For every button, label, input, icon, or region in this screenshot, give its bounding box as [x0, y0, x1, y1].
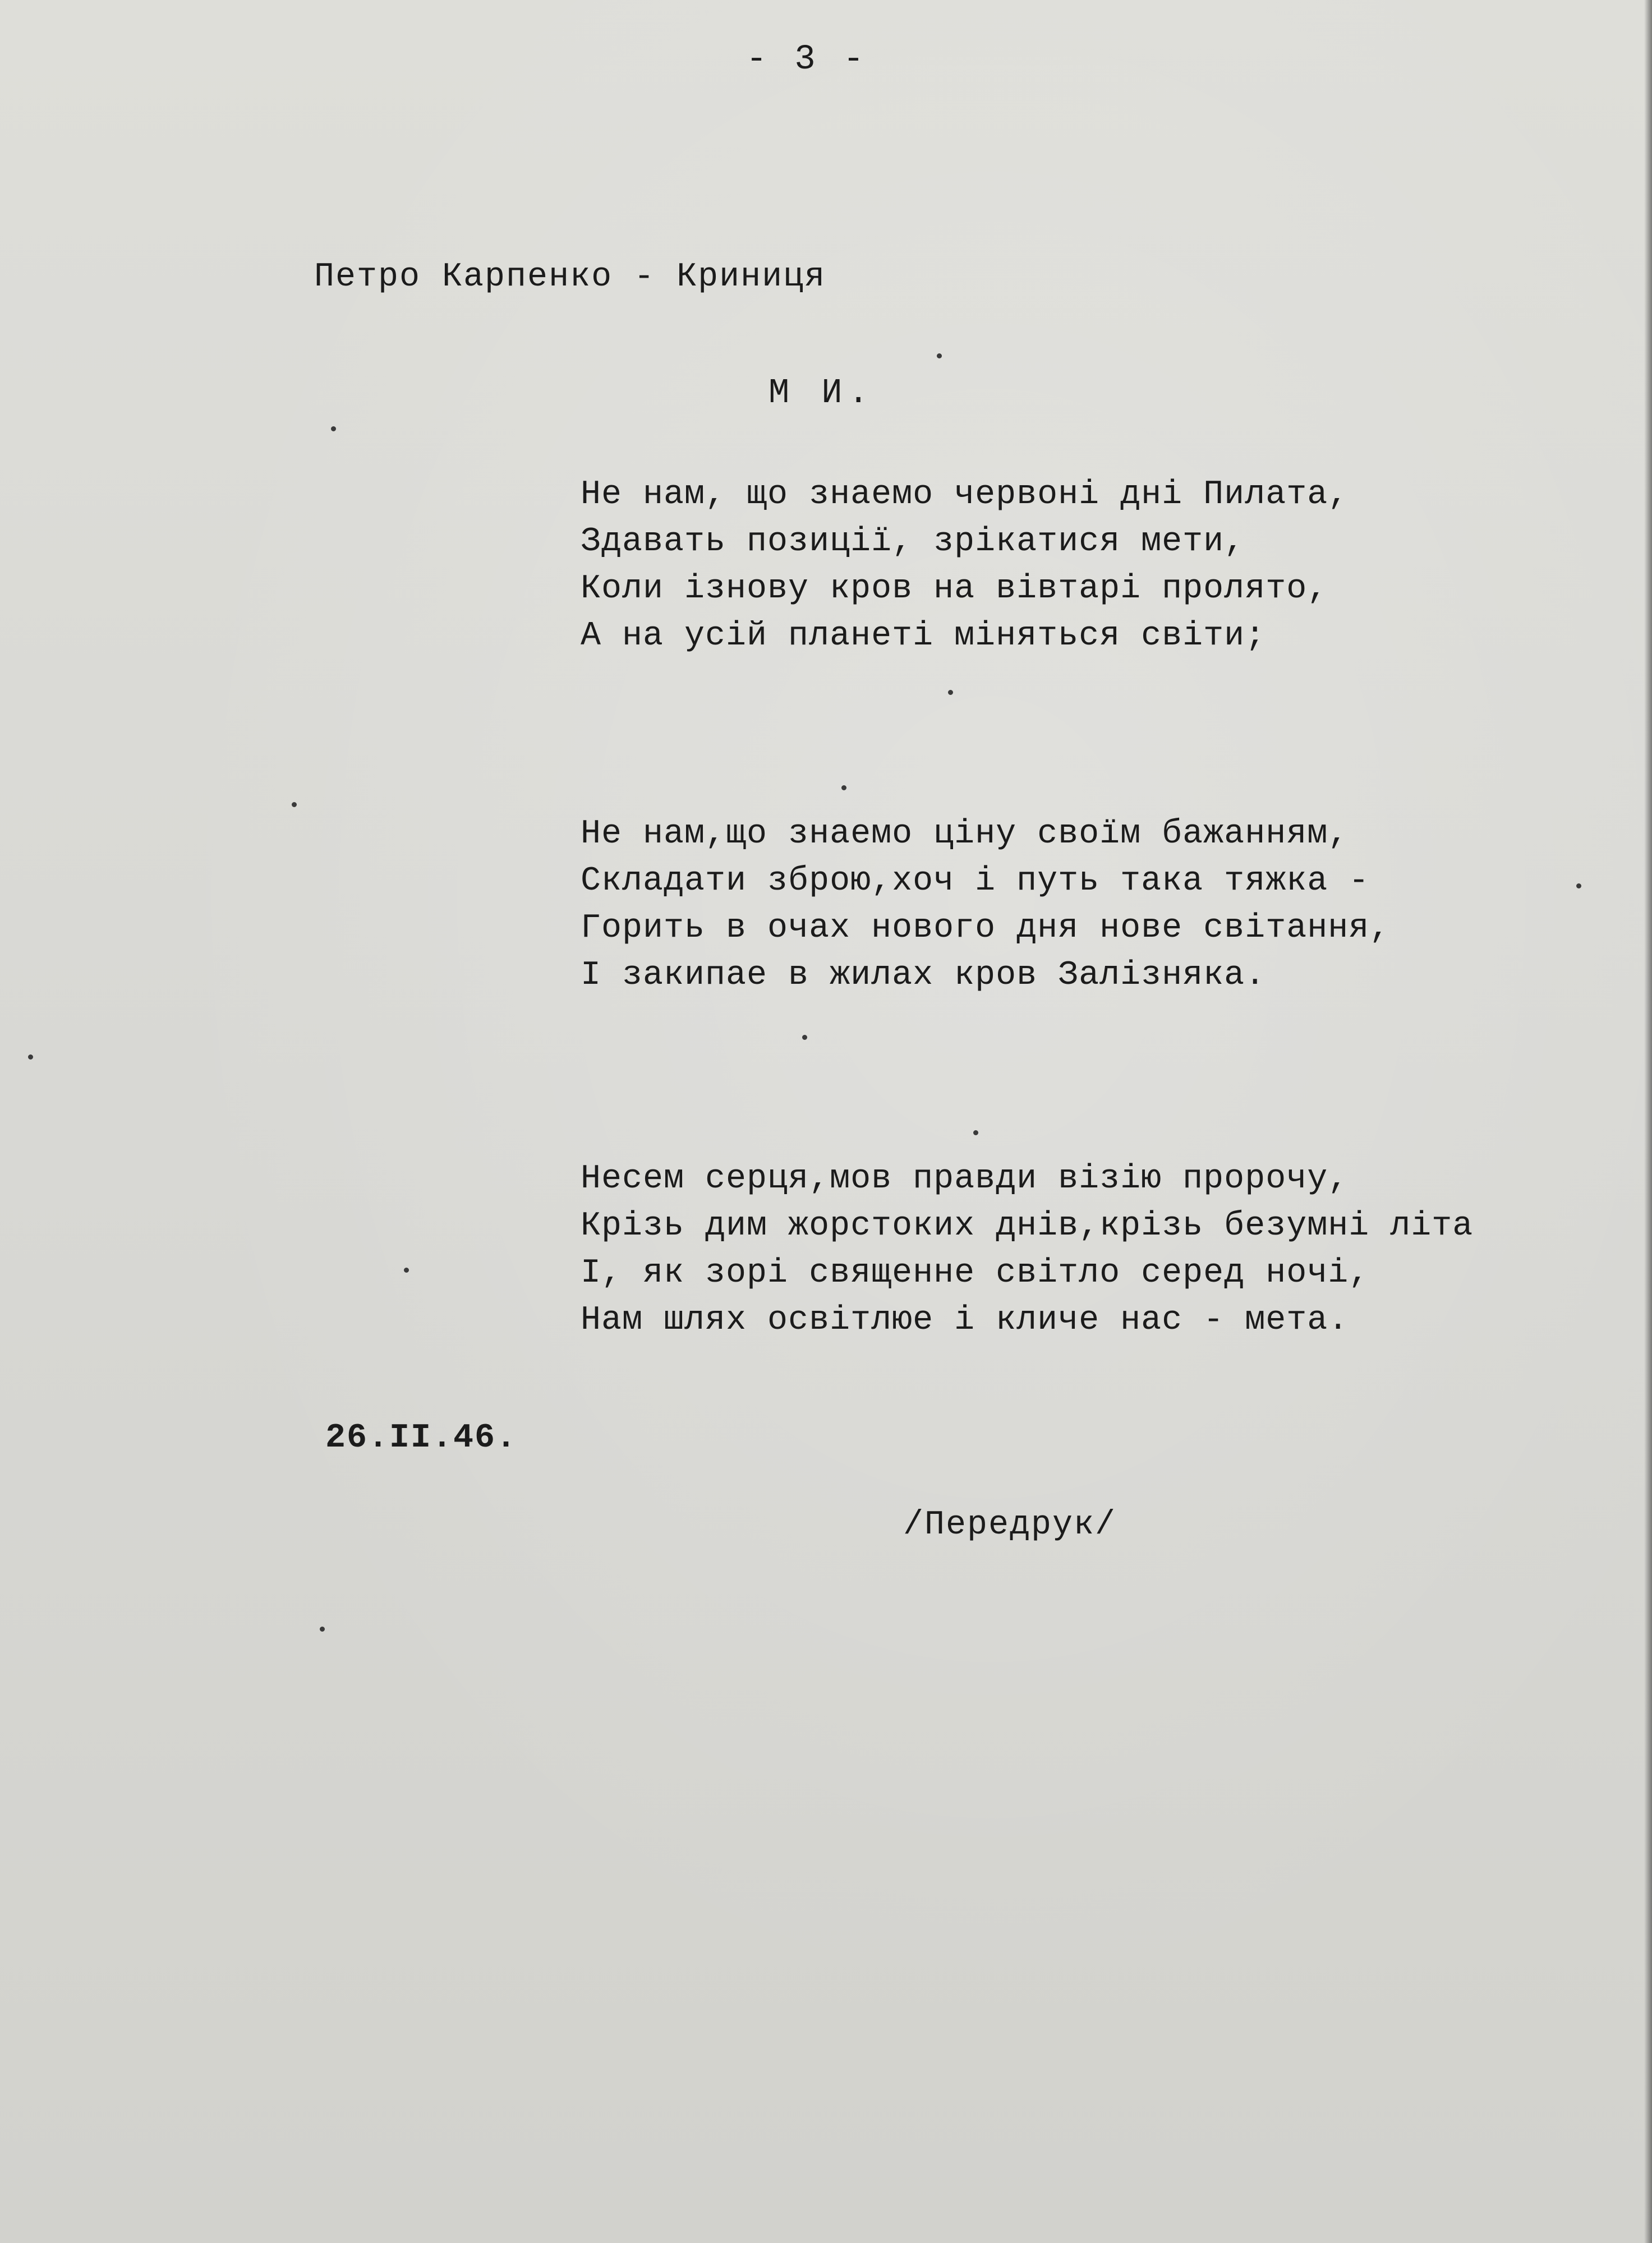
poem-line: І, як зорі священне світло серед ночі, — [581, 1254, 1370, 1292]
poem-line: Складати зброю,хоч і путь така тяжка - — [581, 862, 1370, 900]
stanza-1 — [581, 471, 1349, 660]
reprint-note: /Передрук/ — [903, 1506, 1117, 1544]
document-date: 26.ІІ.46. — [325, 1419, 518, 1457]
author-line: Петро Карпенко - Криниця — [314, 258, 826, 296]
stanza-2 — [581, 810, 1390, 999]
poem-line: Не нам,що знаемо ціну своїм бажанням, — [581, 815, 1349, 853]
dust-speck — [292, 802, 297, 807]
page-edge-shadow — [1644, 0, 1652, 2243]
dust-speck — [802, 1035, 807, 1040]
dust-speck — [320, 1627, 325, 1632]
poem-line: Здавать позиції, зрікатися мети, — [581, 523, 1245, 561]
poem-title: М И. — [769, 373, 875, 413]
poem-line: І закипае в жилах кров Залізняка. — [581, 956, 1266, 994]
poem-line: Горить в очах нового дня нове світання, — [581, 909, 1391, 947]
dust-speck — [28, 1054, 33, 1060]
poem-line: Коли ізнову кров на вівтарі пролято, — [581, 570, 1328, 608]
poem-line: Нам шлях освітлюе і кличе нас - мета. — [581, 1301, 1349, 1339]
dust-speck — [1576, 883, 1581, 888]
dust-speck — [331, 426, 336, 431]
stanza-3 — [581, 1155, 1473, 1344]
dust-speck — [404, 1268, 409, 1273]
dust-speck — [948, 690, 953, 695]
dust-speck — [973, 1130, 978, 1135]
poem-line: Крізь дим жорстоких днів,крізь безумні літа — [581, 1207, 1474, 1245]
poem-line: А на усій планеті міняться світи; — [581, 617, 1266, 655]
dust-speck — [937, 353, 942, 358]
dust-speck — [841, 785, 846, 790]
poem-line: Не нам, що знаемо червоні дні Пилата, — [581, 476, 1349, 514]
page-number: - 3 - — [746, 39, 868, 79]
poem-line: Несем серця,мов правди візію пророчу, — [581, 1160, 1349, 1198]
